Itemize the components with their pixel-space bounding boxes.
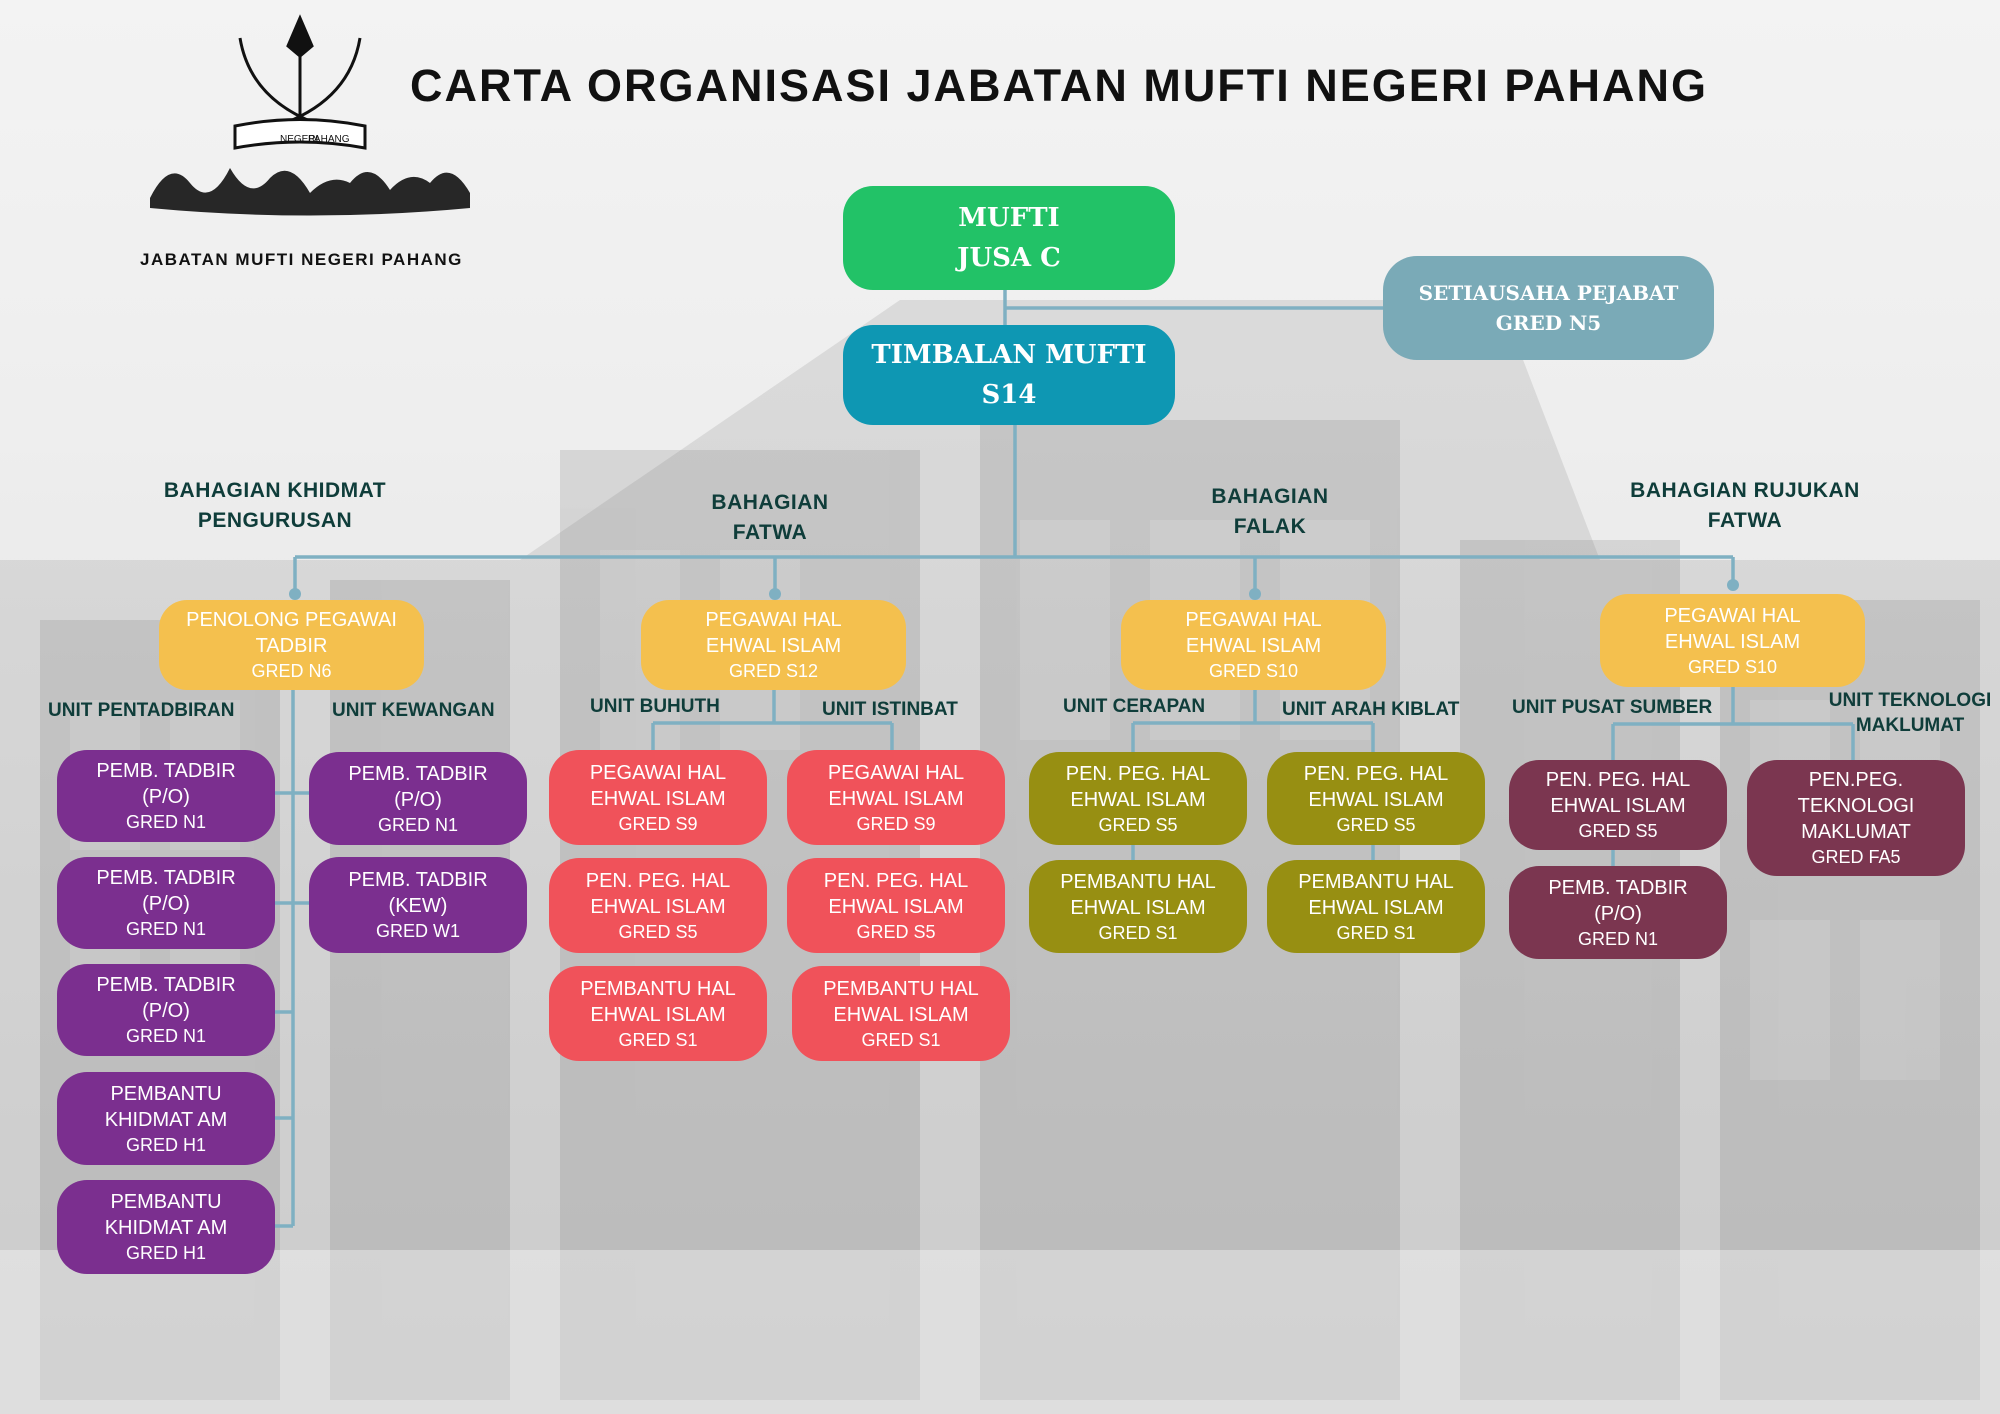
staff-title-line3: MAKLUMAT xyxy=(1801,821,1911,843)
cerapan-staff-1 xyxy=(1029,752,1247,845)
staff-title-line2: (P/O) xyxy=(1594,902,1642,925)
division-falak-label xyxy=(1140,482,1400,542)
pahang-crest-logo xyxy=(130,8,490,248)
staff-title-line2: (P/O) xyxy=(142,786,190,808)
staff-title: PEN. PEG. HAL xyxy=(585,869,731,892)
staff-grade: GRED H1 xyxy=(125,1243,206,1263)
staff-title: PEGAWAI HAL xyxy=(589,761,727,784)
staff-grade: GRED H1 xyxy=(125,1134,206,1155)
unit-teknologi-label xyxy=(1825,688,1995,738)
pentadbiran-staff-5 xyxy=(57,1180,275,1274)
head-falak-line1: PEGAWAI HAL xyxy=(1185,609,1322,631)
box-mufti xyxy=(843,186,1175,290)
division-khidmat-line1: BAHAGIAN KHIDMAT xyxy=(163,479,387,502)
division-fatwa-line2: FATWA xyxy=(732,521,808,544)
division-falak-line1: BAHAGIAN xyxy=(1211,485,1329,508)
head-rujukan xyxy=(1600,594,1865,687)
staff-title: PEN. PEG. HAL xyxy=(1303,762,1449,785)
box-setiausaha xyxy=(1383,256,1714,360)
unit-cerapan-label: UNIT CERAPAN xyxy=(1063,696,1206,717)
staff-title: PEN.PEG. xyxy=(1808,769,1904,791)
box-timbalan-mufti xyxy=(843,325,1175,425)
setiausaha-title: SETIAUSAHA PEJABAT xyxy=(1418,281,1679,305)
staff-title: PEMBANTU HAL xyxy=(1060,870,1216,893)
setiausaha-grade: GRED N5 xyxy=(1495,311,1602,335)
staff-title: PEMBANTU xyxy=(110,1082,222,1105)
buhuth-staff-3 xyxy=(549,966,767,1061)
staff-title-line2: KHIDMAT AM xyxy=(104,1108,228,1131)
head-rujukan-line2: EHWAL ISLAM xyxy=(1664,630,1801,653)
unit-teknologi-line2: MAKLUMAT xyxy=(1855,715,1965,736)
staff-title-line2: EHWAL ISLAM xyxy=(590,1003,726,1026)
unit-pusat-sumber-label: UNIT PUSAT SUMBER xyxy=(1512,697,1713,718)
staff-title-line2: EHWAL ISLAM xyxy=(1550,795,1686,817)
unit-arah-kiblat-label: UNIT ARAH KIBLAT xyxy=(1282,699,1460,720)
istinbat-staff-1 xyxy=(787,750,1005,845)
buhuth-staff-2 xyxy=(549,858,767,953)
pentadbiran-staff-2 xyxy=(57,857,275,949)
staff-title: PEN. PEG. HAL xyxy=(1065,762,1211,785)
mufti-title: MUFTI xyxy=(958,203,1060,233)
logo-banner-right-text: PAHANG xyxy=(308,134,350,145)
timbalan-title: TIMBALAN MUFTI xyxy=(871,340,1147,370)
pusat-sumber-staff-1 xyxy=(1509,760,1727,850)
head-khidmat-line1: PENOLONG PEGAWAI xyxy=(186,609,397,631)
staff-grade: GRED S1 xyxy=(861,1029,941,1050)
staff-title-line2: EHWAL ISLAM xyxy=(1308,788,1444,811)
staff-title: PEMB. TADBIR xyxy=(1548,876,1688,899)
staff-title-line2: EHWAL ISLAM xyxy=(1308,896,1444,919)
staff-grade: GRED N1 xyxy=(377,814,458,835)
staff-title-line2: EHWAL ISLAM xyxy=(828,787,964,810)
staff-grade: GRED S5 xyxy=(1098,814,1178,835)
staff-title: PEMB. TADBIR xyxy=(96,867,236,889)
pentadbiran-staff-3 xyxy=(57,964,275,1056)
staff-title: PEN. PEG. HAL xyxy=(1545,769,1691,791)
division-rujukan-label xyxy=(1600,476,1890,536)
staff-title: PEN. PEG. HAL xyxy=(823,869,969,892)
head-khidmat-grade: GRED N6 xyxy=(251,661,332,681)
staff-grade: GRED N1 xyxy=(125,919,206,939)
staff-grade: GRED S5 xyxy=(1578,821,1658,841)
staff-title: PEMB. TADBIR xyxy=(348,762,488,785)
unit-kewangan-label: UNIT KEWANGAN xyxy=(332,700,495,721)
buhuth-staff-1 xyxy=(549,750,767,845)
staff-title: PEMB. TADBIR xyxy=(96,760,236,782)
staff-title: PEMBANTU HAL xyxy=(1298,870,1454,893)
head-rujukan-line1: PEGAWAI HAL xyxy=(1664,604,1801,627)
staff-grade: GRED N1 xyxy=(1577,928,1658,949)
pentadbiran-staff-1 xyxy=(57,750,275,842)
istinbat-staff-3 xyxy=(792,966,1010,1061)
teknologi-maklumat-staff-1 xyxy=(1747,760,1965,876)
division-rujukan-line2: FATWA xyxy=(1707,509,1783,532)
staff-grade: GRED S1 xyxy=(618,1029,698,1050)
staff-grade: GRED N1 xyxy=(125,1026,206,1046)
pusat-sumber-staff-2 xyxy=(1509,866,1727,959)
staff-title: PEGAWAI HAL xyxy=(827,761,965,784)
cerapan-staff-2 xyxy=(1029,860,1247,953)
staff-title-line2: (P/O) xyxy=(142,1000,190,1022)
staff-grade: GRED S9 xyxy=(618,813,698,834)
mufti-grade: JUSA C xyxy=(957,243,1061,273)
staff-grade: GRED S1 xyxy=(1336,922,1416,943)
division-fatwa-line1: BAHAGIAN xyxy=(711,491,829,514)
staff-title: PEMBANTU HAL xyxy=(823,977,979,1000)
staff-grade: GRED S5 xyxy=(856,921,936,942)
staff-title-line2: EHWAL ISLAM xyxy=(828,895,964,918)
unit-pentadbiran-label: UNIT PENTADBIRAN xyxy=(48,700,235,721)
staff-title-line2: (KEW) xyxy=(388,895,448,917)
arah-kiblat-staff-1 xyxy=(1267,752,1485,845)
division-falak-line2: FALAK xyxy=(1233,515,1307,538)
staff-grade: GRED N1 xyxy=(125,812,206,832)
staff-title-line2: EHWAL ISLAM xyxy=(590,895,726,918)
head-khidmat-line2: TADBIR xyxy=(255,635,328,657)
staff-title-line2: EHWAL ISLAM xyxy=(1070,896,1206,919)
head-falak-grade: GRED S10 xyxy=(1208,661,1299,681)
staff-grade: GRED S9 xyxy=(856,813,936,834)
staff-title-line2: (P/O) xyxy=(394,788,442,811)
kewangan-staff-2 xyxy=(309,857,527,953)
staff-grade: GRED W1 xyxy=(375,921,460,941)
staff-title-line2: KHIDMAT AM xyxy=(104,1217,228,1239)
head-fatwa-line1: PEGAWAI HAL xyxy=(705,609,842,631)
logo-banner-left-text: NEGERI xyxy=(280,134,319,145)
staff-title: PEMBANTU HAL xyxy=(580,977,736,1000)
staff-grade: GRED S5 xyxy=(1336,814,1416,835)
timbalan-grade: S14 xyxy=(981,380,1037,410)
division-khidmat-label xyxy=(120,476,430,536)
staff-title-line2: EHWAL ISLAM xyxy=(833,1003,969,1026)
staff-grade: GRED S5 xyxy=(618,921,698,942)
logo-caption: JABATAN MUFTI NEGERI PAHANG xyxy=(140,250,463,269)
pentadbiran-staff-4 xyxy=(57,1072,275,1165)
staff-title: PEMB. TADBIR xyxy=(348,869,488,891)
staff-title: PEMBANTU xyxy=(110,1191,222,1213)
staff-title-line2: EHWAL ISLAM xyxy=(590,787,726,810)
head-fatwa-line2: EHWAL ISLAM xyxy=(705,635,842,657)
unit-teknologi-line1: UNIT TEKNOLOGI xyxy=(1828,690,1992,711)
staff-title: PEMB. TADBIR xyxy=(96,974,236,996)
head-falak-line2: EHWAL ISLAM xyxy=(1185,635,1322,657)
head-rujukan-grade: GRED S10 xyxy=(1687,656,1778,677)
staff-title-line2: TEKNOLOGI xyxy=(1797,795,1915,817)
staff-grade: GRED S1 xyxy=(1098,922,1178,943)
division-fatwa-label xyxy=(640,488,900,548)
head-khidmat xyxy=(159,600,424,690)
division-rujukan-line1: BAHAGIAN RUJUKAN xyxy=(1630,479,1860,502)
head-fatwa-grade: GRED S12 xyxy=(728,661,819,681)
arah-kiblat-staff-2 xyxy=(1267,860,1485,953)
head-fatwa xyxy=(641,600,906,690)
staff-grade: GRED FA5 xyxy=(1811,847,1901,867)
staff-title-line2: EHWAL ISLAM xyxy=(1070,788,1206,811)
head-falak xyxy=(1121,600,1386,690)
kewangan-staff-1 xyxy=(309,752,527,845)
staff-title-line2: (P/O) xyxy=(142,893,190,915)
division-khidmat-line2: PENGURUSAN xyxy=(197,509,353,532)
unit-istinbat-label: UNIT ISTINBAT xyxy=(822,699,958,720)
istinbat-staff-2 xyxy=(787,858,1005,953)
page-title: CARTA ORGANISASI JABATAN MUFTI NEGERI PAHANG xyxy=(410,60,1708,111)
unit-buhuth-label: UNIT BUHUTH xyxy=(590,696,720,717)
